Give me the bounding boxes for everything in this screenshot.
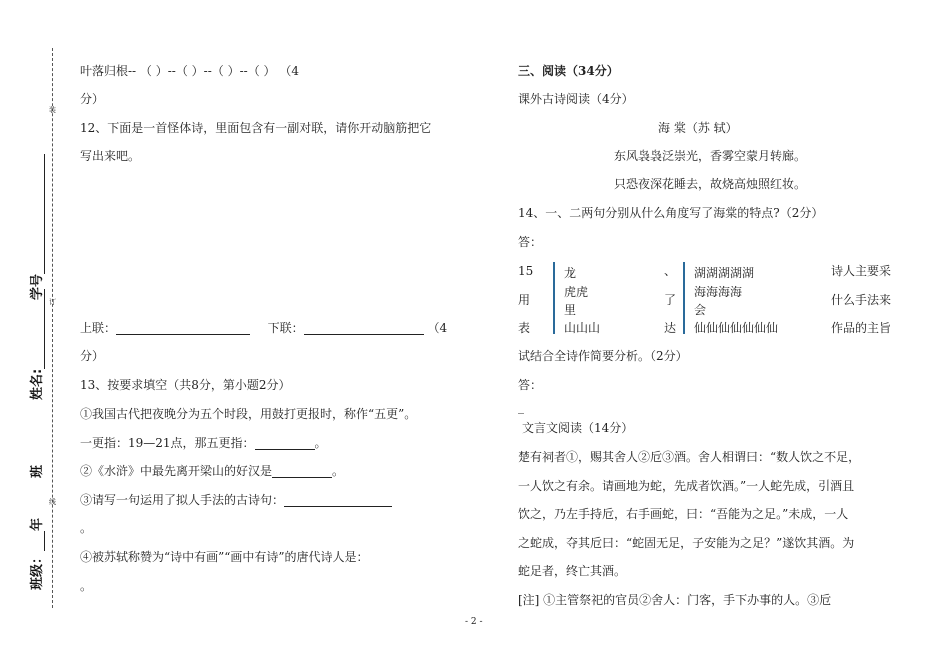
mid-c: 达	[664, 321, 677, 335]
xialian-blank[interactable]	[304, 322, 424, 335]
q13-4: ④被苏轼称赞为“诗中有画”“画中有诗”的唐代诗人是：	[80, 550, 369, 564]
margin-xian: 线	[49, 498, 56, 506]
poem-title: 海 棠（苏 轼）	[658, 121, 738, 135]
poem-heading: 课外古诗阅读（4分）	[518, 92, 634, 106]
q12-text-b: 写出来吧。	[80, 149, 141, 163]
q13-title: 13、按要求填空（共8分，第小题2分）	[80, 378, 291, 392]
blue-bar-right	[683, 262, 685, 334]
binding-line	[52, 48, 53, 608]
side-a: 诗人主要采	[831, 264, 892, 278]
col2-a: 湖湖湖湖湖	[694, 266, 755, 280]
q13-3-blank[interactable]	[284, 494, 392, 507]
q13-3-line: ③请写一句运用了拟人手法的古诗句：	[80, 493, 392, 507]
col1-b: 虎虎	[564, 285, 589, 299]
side-b: 什么手法来	[831, 293, 892, 307]
answer-2: 答：	[518, 378, 543, 392]
section-title: 三、阅读（34分）	[518, 64, 619, 78]
q15-num: 15	[518, 264, 534, 278]
mid-b: 了	[664, 293, 677, 307]
shanglian-label: 上联：	[80, 321, 117, 335]
col1-c: 里	[564, 303, 577, 317]
passage-line-1: 楚有祠者①，赐其舍人②卮③酒。舍人相谓曰：“数人饮之不足，	[518, 450, 861, 464]
q15-tail: 试结合全诗作简要分析。（2分）	[518, 349, 688, 363]
col1-a: 龙	[564, 266, 577, 280]
passage-line-3: 饮之，乃左手持卮，右手画蛇，曰：“吾能为之足。”未成，一人	[518, 507, 849, 521]
poem-line-2: 只恐夜深花睡去，故烧高烛照红妆。	[614, 177, 807, 191]
mid-a: 、	[664, 264, 677, 278]
shanglian-blank[interactable]	[116, 322, 250, 335]
q13-1b-line: 一更指：19—21点，那五更指： 。	[80, 436, 327, 450]
idiom-score: 分）	[80, 92, 105, 106]
q13-2-blank[interactable]	[272, 465, 332, 478]
blue-bar-left	[553, 262, 555, 334]
class-label: 班级：年班	[30, 464, 45, 590]
xialian-label: 下联：	[267, 321, 304, 335]
q13-1-blank[interactable]	[255, 437, 315, 450]
q13-4-end: 。	[80, 579, 93, 593]
margin-ding: 订	[49, 298, 56, 306]
side-c: 作品的主旨	[831, 321, 892, 335]
wyw-heading: 文言文阅读（14分）	[522, 421, 634, 435]
col1-d: 山山山	[564, 321, 601, 335]
q15-biao: 表	[518, 321, 531, 335]
dash-mark: _	[518, 400, 524, 414]
passage-line-2: 一人饮之有余。请画地为蛇，先成者饮酒。”一人蛇先成，引酒且	[518, 479, 855, 493]
q15-yong: 用	[518, 293, 531, 307]
answer-1: 答：	[518, 235, 543, 249]
idiom-chain: 叶落归根-- （ ）--（ ）--（ ）--（ ） （4	[80, 64, 299, 78]
couplet-score: （4	[427, 321, 448, 335]
col2-b: 海海海海	[694, 285, 743, 299]
q13-3-end: 。	[80, 521, 93, 535]
page-number: - 2 -	[465, 617, 483, 627]
name-label: 姓名:	[26, 289, 45, 400]
q14: 14、一、二两句分别从什么角度写了海棠的特点?（2分）	[518, 206, 824, 220]
q12-text-a: 12、下面是一首怪体诗，里面包含有一副对联，请你开动脑筋把它	[80, 121, 432, 135]
margin-zhuang: 装	[49, 106, 56, 114]
passage-line-4: 之蛇成，夺其卮曰：“蛇固无足，子安能为之足？”遂饮其酒。为	[518, 536, 855, 550]
q13-2-line: ②《水浒》中最先离开梁山的好汉是 。	[80, 464, 345, 478]
col2-c: 会	[694, 303, 707, 317]
q13-1a: ①我国古代把夜晚分为五个时段，用鼓打更报时，称作“五更”。	[80, 407, 417, 421]
poem-line-1: 东风袅袅泛崇光，香雾空蒙月转廊。	[614, 149, 807, 163]
couplet-line	[80, 321, 447, 335]
passage-line-5: 蛇足者，终亡其酒。	[518, 564, 627, 578]
col2-d: 仙仙仙仙仙仙仙	[694, 321, 779, 335]
note-line: [注] ①主管祭祀的官员②舍人：门客，手下办事的人。③卮	[518, 593, 832, 607]
xuehao-label: 学号	[26, 154, 45, 300]
couplet-score-fen: 分）	[80, 349, 105, 363]
